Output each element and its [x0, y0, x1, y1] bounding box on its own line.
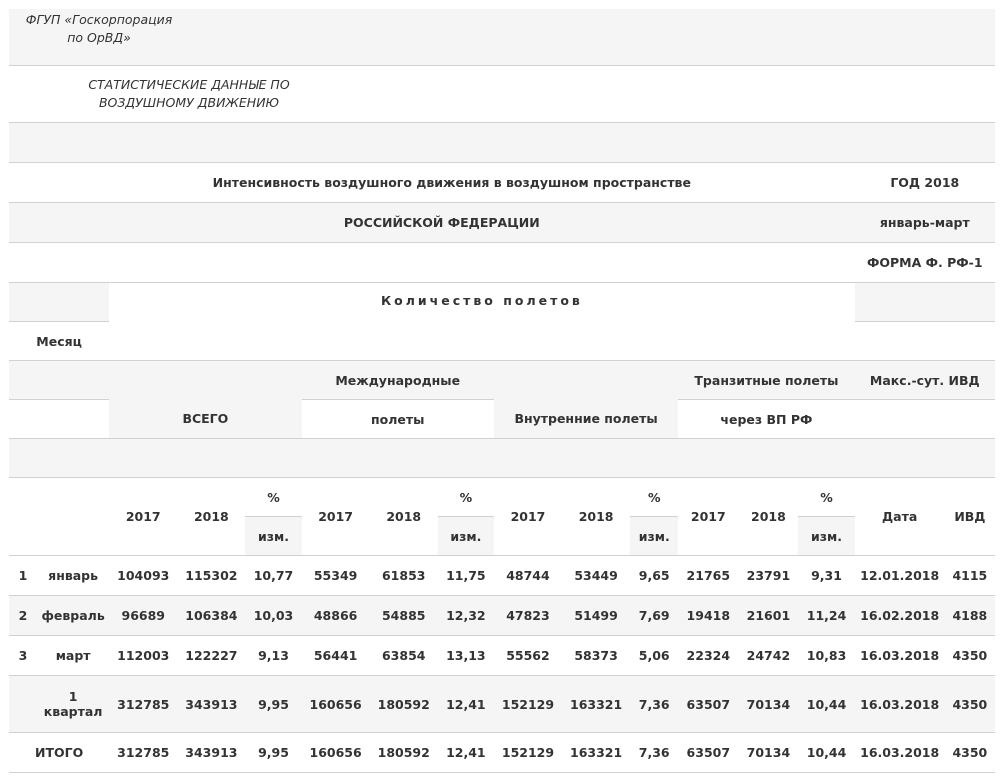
flights-count-header: Количество полетов: [109, 283, 854, 361]
transit-header-1: Транзитные полеты: [678, 361, 854, 400]
dom-2018-header: 2018: [562, 478, 630, 556]
total-header: ВСЕГО: [109, 361, 301, 439]
intl-2018-header: 2018: [370, 478, 438, 556]
air-traffic-table: [9, 9, 995, 773]
quarter-row: 1 квартал 312785 343913 9,95 160656 180592 12,41 152129 163321 7,36 63507 70134 10,44 16.03.2018 4350: [9, 676, 995, 733]
intl-chg-header: изм.: [438, 517, 494, 556]
year-header-row: [9, 478, 995, 517]
ivd-header: ИВД: [945, 478, 995, 556]
tr-pct-header: %: [798, 478, 854, 517]
month-header: Месяц: [9, 322, 109, 361]
domestic-header: Внутренние полеты: [494, 361, 678, 439]
total-pct-header: %: [245, 478, 301, 517]
year-label: ГОД 2018: [855, 163, 995, 203]
dom-pct-header: %: [630, 478, 678, 517]
dom-chg-header: изм.: [630, 517, 678, 556]
total-label: ИТОГО: [9, 733, 109, 773]
blank-row-1: [9, 123, 995, 163]
tr-2018-header: 2018: [738, 478, 798, 556]
form-row: [9, 243, 995, 283]
spacer-row: [9, 439, 995, 478]
total-chg-header: изм.: [245, 517, 301, 556]
org-row: [9, 9, 995, 66]
tr-2017-header: 2017: [678, 478, 738, 556]
table-row: 3 март 112003 122227 9,13 56441 63854 13,13 55562 58373 5,06 22324 24742 10,83 16.03.2018 4350: [9, 636, 995, 676]
table-row: 1 январь 104093 115302 10,77 55349 61853 11,75 48744 53449 9,65 21765 23791 9,31 12.01.2018 4115: [9, 556, 995, 596]
total-2017-header: 2017: [109, 478, 177, 556]
transit-header-2: через ВП РФ: [678, 400, 854, 439]
max-daily-header: Макс.-сут. ИВД: [855, 361, 995, 400]
statistics-page: [9, 9, 995, 773]
title-row-1: [9, 163, 995, 203]
flights-count-row: [9, 283, 995, 322]
title-line-1: Интенсивность воздушного движения в воздушном пространстве: [9, 163, 855, 203]
date-header: Дата: [855, 478, 945, 556]
total-2018-header: 2018: [177, 478, 245, 556]
intl-pct-header: %: [438, 478, 494, 517]
title-row-2: [9, 203, 995, 243]
intl-header-1: Международные: [302, 361, 494, 400]
intl-2017-header: 2017: [302, 478, 370, 556]
table-row: 2 февраль 96689 106384 10,03 48866 54885 12,32 47823 51499 7,69 19418 21601 11,24 16.02.2018 4188: [9, 596, 995, 636]
group-header-row-1: [9, 361, 995, 400]
intl-header-2: полеты: [302, 400, 494, 439]
dom-2017-header: 2017: [494, 478, 562, 556]
stat-title: СТАТИСТИЧЕСКИЕ ДАННЫЕ ПО ВОЗДУШНОМУ ДВИЖЕНИЮ: [88, 77, 290, 110]
tr-chg-header: изм.: [798, 517, 854, 556]
title-line-2: РОССИЙСКОЙ ФЕДЕРАЦИИ: [9, 203, 855, 243]
form-label: ФОРМА Ф. РФ-1: [855, 243, 995, 283]
quarter-label: 1 квартал: [37, 676, 109, 733]
stat-title-row: [9, 66, 995, 123]
period-label: январь-март: [855, 203, 995, 243]
total-row: ИТОГО 312785 343913 9,95 160656 180592 12,41 152129 163321 7,36 63507 70134 10,44 16.03.2018 4350: [9, 733, 995, 773]
org-name: ФГУП «Госкорпорация по ОрВД»: [25, 12, 173, 45]
